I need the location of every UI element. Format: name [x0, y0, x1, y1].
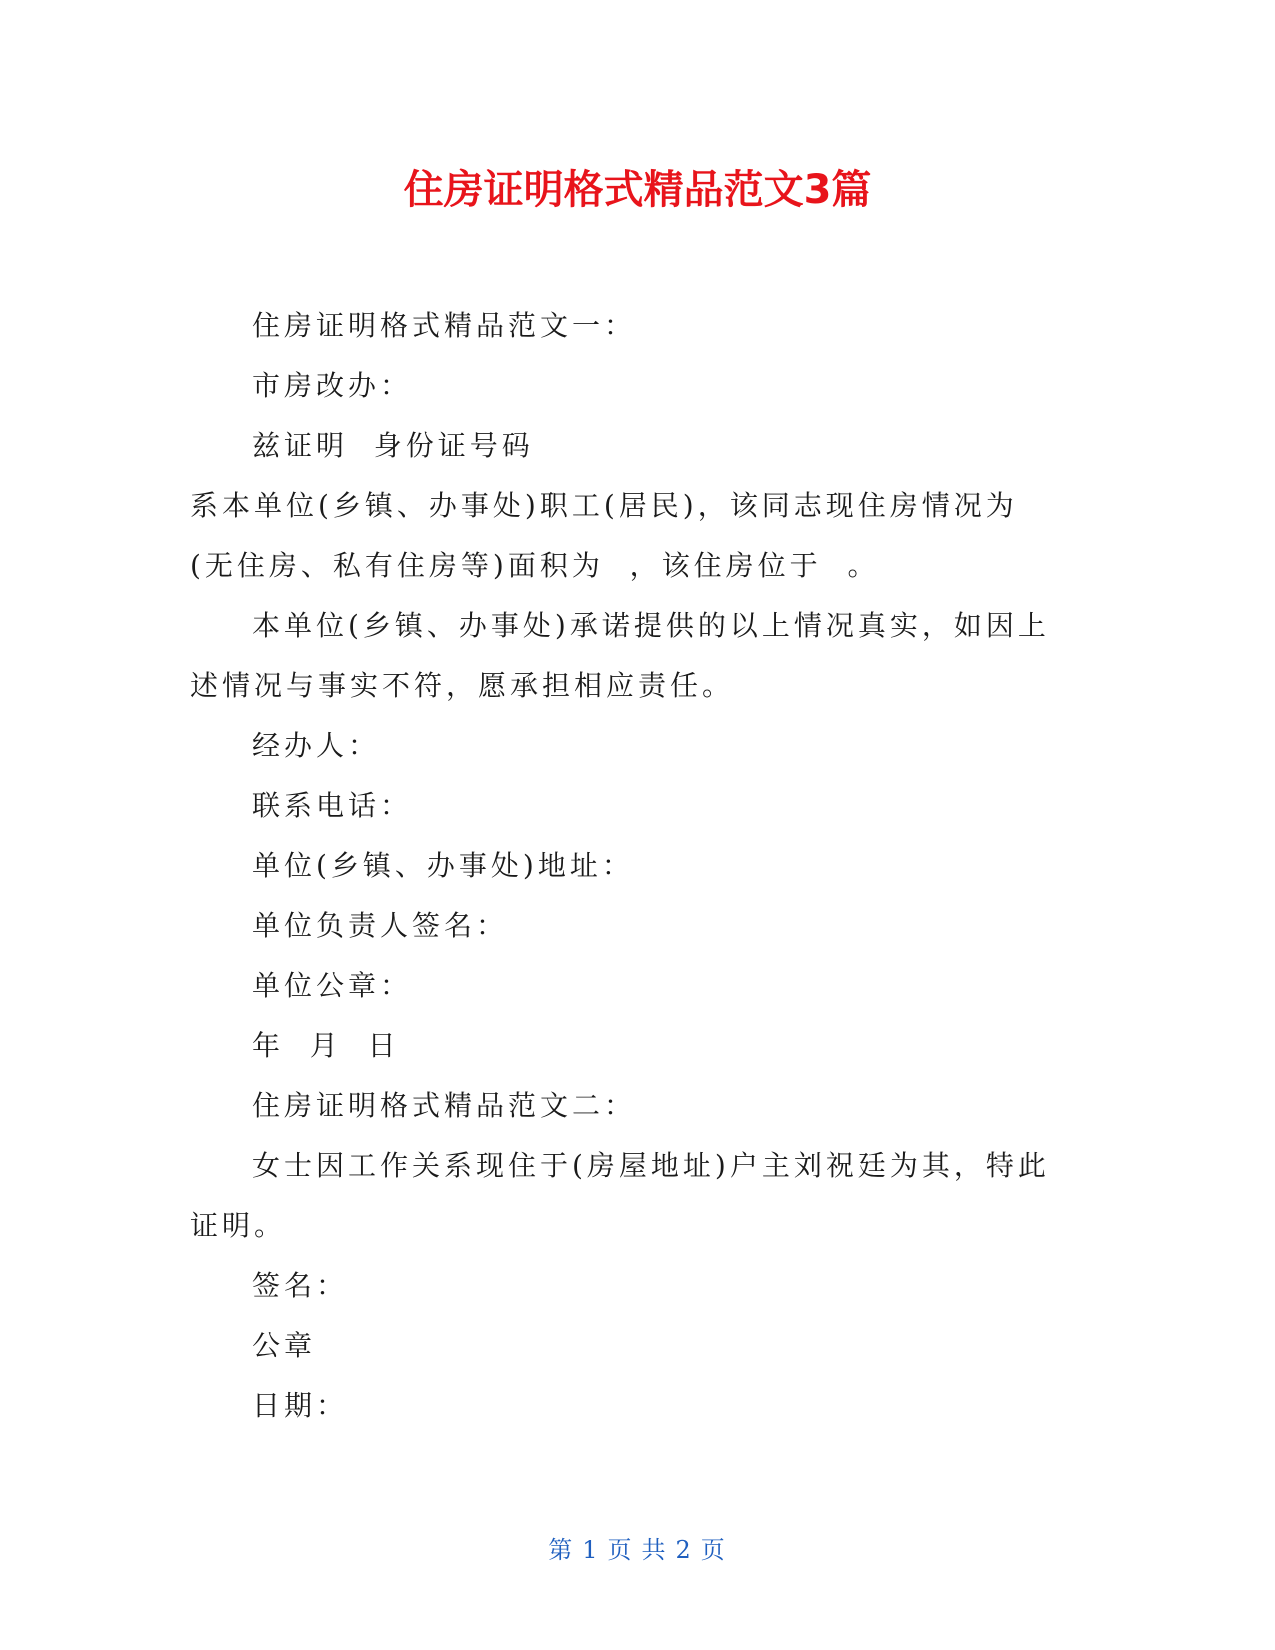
- paragraph: 本单位(乡镇、办事处)承诺提供的以上情况真实，如因上述情况与事实不符，愿承担相应责任。: [190, 609, 1050, 702]
- paragraph: 单位负责人签名：: [252, 909, 509, 942]
- paragraph: 经办人：: [252, 729, 381, 762]
- paragraph: 住房证明格式精品范文一：: [252, 309, 637, 342]
- page-footer: [0, 1535, 1275, 1565]
- paragraph: 年 月 日: [252, 1029, 400, 1062]
- paragraph: 日期：: [252, 1389, 349, 1422]
- document-body: [190, 296, 1070, 1436]
- footer-prefix: 第: [548, 1536, 575, 1564]
- document-title: 住房证明格式精品范文3篇: [403, 167, 872, 213]
- footer-total-prefix: 共: [641, 1536, 668, 1564]
- paragraph: 联系电话：: [252, 789, 413, 822]
- paragraph: (无住房、私有住房等)面积为 ，该住房位于 。: [190, 549, 880, 582]
- paragraph: 兹证明 身份证号码: [252, 429, 534, 462]
- footer-current-page: 1: [582, 1536, 600, 1564]
- footer-page-word: 页: [607, 1536, 634, 1564]
- paragraph: 公章: [252, 1329, 317, 1362]
- footer-suffix: 页: [700, 1536, 727, 1564]
- footer-total-pages: 2: [675, 1536, 693, 1564]
- paragraph: 系本单位(乡镇、办事处)职工(居民)，该同志现住房情况为: [190, 489, 1018, 522]
- paragraph: 签名：: [252, 1269, 349, 1302]
- paragraph: 单位公章：: [252, 969, 413, 1002]
- paragraph: 女士因工作关系现住于(房屋地址)户主刘祝廷为其，特此证明。: [190, 1149, 1050, 1242]
- paragraph: 市房改办：: [252, 369, 413, 402]
- paragraph: 住房证明格式精品范文二：: [252, 1089, 637, 1122]
- paragraph: 单位(乡镇、办事处)地址：: [252, 849, 634, 882]
